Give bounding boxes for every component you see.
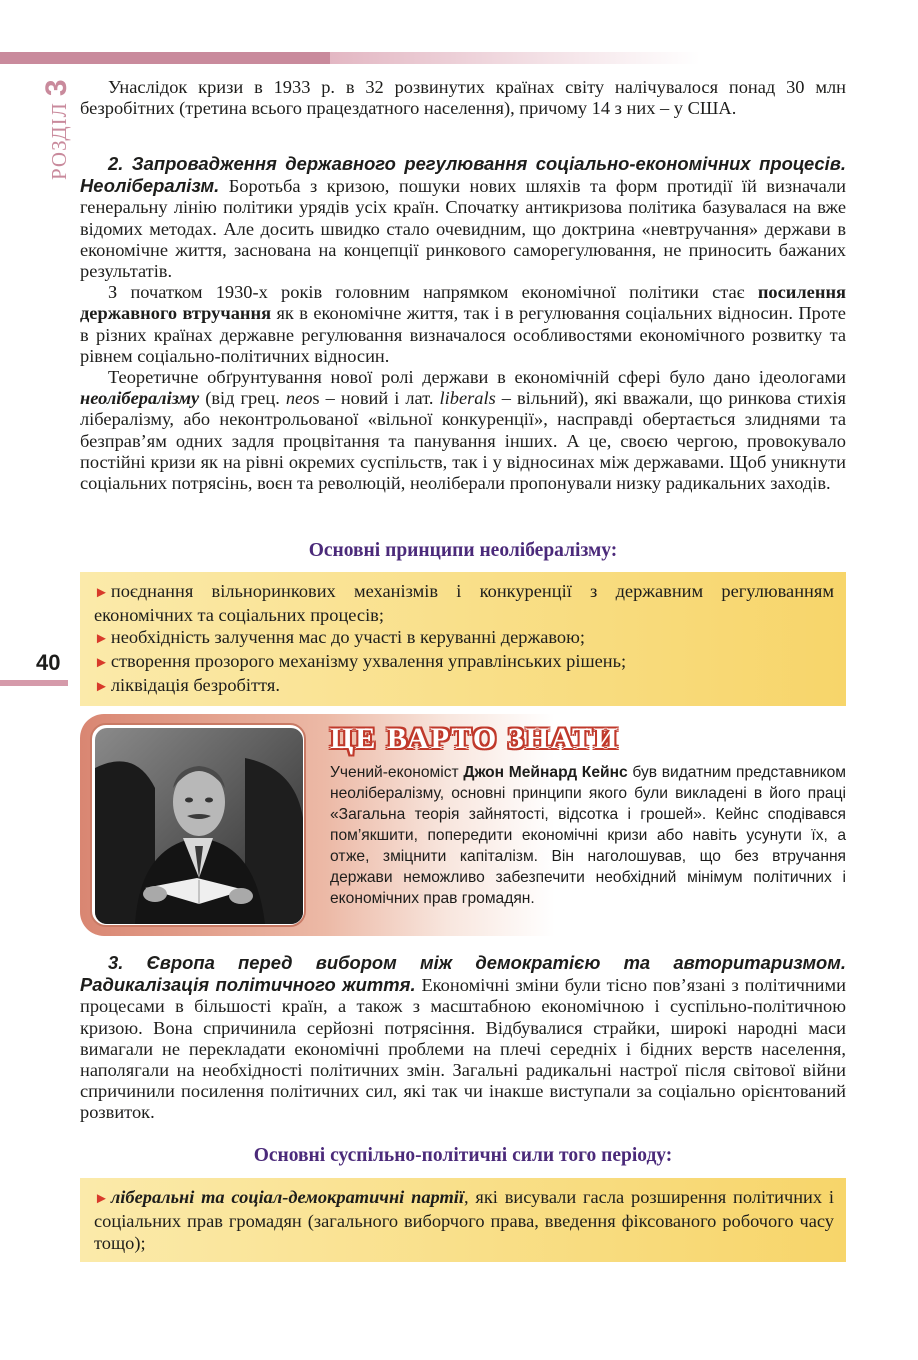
intro-paragraph: Унаслідок кризи в 1933 р. в 32 розвинутих країнах світу налічувалося понад 30 млн безробітних (третина всього працездатного населення), причому 14 з них – у США.: [80, 77, 846, 119]
principle-item: [94, 580, 834, 626]
force-text: , які висували гасла розширення політичних і соціальних прав громадян (загального виборчого права, введення фіксованого робочого часу тощо);: [94, 1187, 835, 1253]
paragraph-state-intervention: [80, 282, 846, 367]
para3-after: як в економічне життя, так і в регулювання соціальних відносин. Проте в різних країнах державне регулювання визначалося особливостями економічного розвитку та рівнем соціально-політичних відносин.: [80, 303, 846, 366]
principle-item: [94, 674, 834, 698]
section-3-paragraph: [80, 952, 846, 1124]
section-2-text: [80, 153, 846, 494]
para4-mid2: s – новий і лат.: [312, 388, 440, 409]
principles-box: [80, 572, 846, 706]
principle-text: створення прозорого механізму ухвалення управлінських рішень;: [110, 651, 627, 671]
intro-text: [80, 77, 846, 119]
section-2-title: 2. Запровадження державного регулювання соціально-економічних процесів. Неолібералізм.: [80, 153, 846, 197]
arrow-bullet-icon: ►: [94, 679, 109, 695]
para4-before: Теоретичне обґрунтування нової ролі держави в економічній сфері було дано ідеологами: [108, 367, 846, 388]
principle-item: [94, 650, 834, 674]
force-term: ліберальні та соціал-демократичні партії: [110, 1187, 464, 1207]
principles-heading: Основні принципи неолібералізму:: [308, 540, 618, 561]
top-decorative-bar: [0, 52, 330, 64]
section-2-body: Боротьба з кризою, пошуки нових шляхів та форм протидії їй визначали генеральну лінію політики урядів усіх країн. Спочатку антикризова політика базувалася на вже відомих методах. Але досить швидко стало очевидним, що доктрина «невтручання» держави в економічне життя, заснована на концепції ринкового саморегулювання, не приносить бажаних результатів.: [80, 176, 846, 282]
portrait-illustration: [95, 728, 303, 924]
arrow-bullet-icon: ►: [94, 655, 109, 671]
keynes-portrait-photo: [95, 728, 303, 924]
section-3-title: 3. Європа перед вибором між демократією та авторитаризмом. Радикалізація політичного життя.: [80, 952, 846, 996]
section-number: 3: [40, 79, 73, 97]
paragraph-neoliberalism-theory: [80, 367, 846, 494]
section-word: РОЗДІЛ: [47, 102, 71, 180]
arrow-bullet-icon: ►: [94, 1191, 109, 1207]
principle-item: [94, 626, 834, 650]
page-number-rule: [0, 680, 68, 686]
latin-root: liberals: [439, 388, 496, 409]
section-3-body: Економічні зміни були тісно пов’язані з політичними процесами в більшості країн, а також з масштабною економічною і суспільно-політичною кризою. Вона спричинила серйозні потрясіння. Відбувалися страйки, широкі народні маси вимагали не перекладати економічні проблеми на плечі середніх і бідних верств населення, наполягали на необхідності політичних змін. Загальні радикальні настрої після світової війни спричинили посилення політичних сил, які так чи інакше виступали за соціально орієнтований розвиток.: [80, 975, 846, 1123]
force-item: [94, 1186, 834, 1254]
principle-text: необхідність залучення мас до участі в керуванні державою;: [110, 627, 585, 647]
keynes-name: Джон Мейнард Кейнс: [463, 764, 628, 781]
term-neoliberalism: неолібералізму: [80, 388, 200, 409]
section-2-paragraph: [80, 153, 846, 282]
know-before: Учений-економіст: [330, 764, 464, 781]
page-number: 40: [36, 650, 61, 675]
para4-mid1: (від грец.: [199, 388, 286, 409]
principle-text: поєднання вільноринкових механізмів і конкуренції з державним регулюванням економічних та соціальних процесів;: [94, 581, 834, 625]
keynes-photo-frame: [90, 723, 306, 927]
principle-text: ліквідація безробіття.: [110, 675, 280, 695]
section-3-text: [80, 952, 846, 1124]
forces-box: [80, 1178, 846, 1262]
forces-heading: Основні суспільно-політичні сили того періоду:: [253, 1145, 673, 1166]
para4-after: – вільний), які вважали, що ринкова стихія лібералізму, або неконтрольованої «вільної конкуренції», насправді обертається злиднями та безправ’ям одних задля процвітання та панування інших. А це, своєю чергою, провокувало постійні кризи як на рівні окремих суспільств, так і у відносинах між державами. Щоб уникнути соціальних потрясінь, воєн та революцій, неоліберали пропонували низку радикальних заходів.: [80, 388, 846, 494]
know-after: був видатним представником неолібералізму, основні принципи якого були викладені в його праці «Загальна теорія зайнятості, відсотка і грошей». Кейнс сподівався пом’якшити, попередити економічні кризи або навіть усунути їх, а отже, зміцнити капіталізм. Він наголошував, що без втручання держави неможливо забезпечити необхідний мінімум політичних і економічних прав громадян.: [330, 764, 846, 907]
para3-before: З початком 1930-х років головним напрямком економічної політики стає: [108, 282, 758, 303]
term-state-intervention: посилення державного втручання: [80, 282, 846, 324]
greek-root: neo: [285, 388, 313, 409]
arrow-bullet-icon: ►: [94, 585, 109, 601]
section-label: [40, 70, 74, 180]
top-decorative-bar-fade: [330, 52, 700, 64]
did-you-know-title: ЦЕ ВАРТО ЗНАТИ: [330, 722, 620, 755]
did-you-know-text: [330, 762, 846, 909]
arrow-bullet-icon: ►: [94, 631, 109, 647]
did-you-know-box: [80, 714, 846, 936]
